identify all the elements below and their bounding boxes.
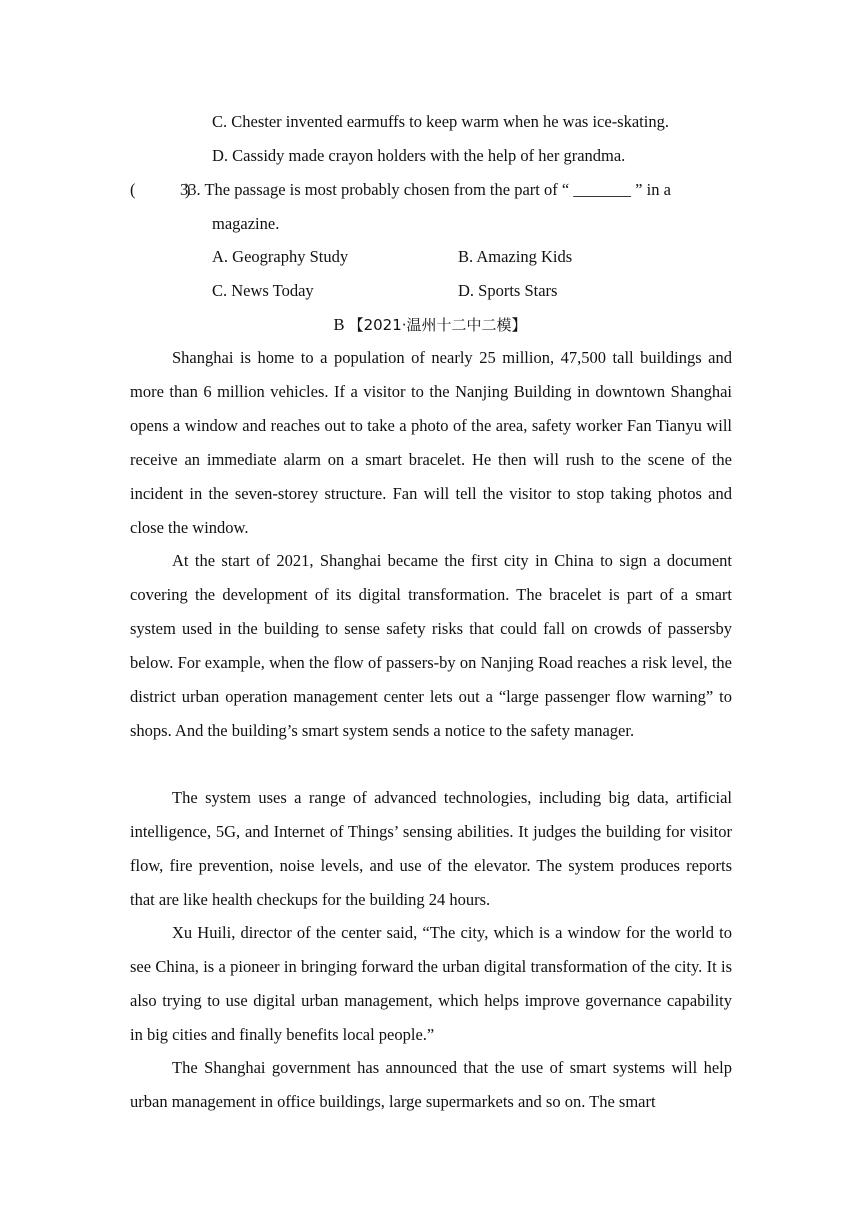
section-letter: B [333,315,345,334]
section-b-heading [0,315,860,335]
section-source: 【2021·温州十二中二模】 [348,316,527,334]
q33-option-d[interactable]: D. Sports Stars [458,281,558,300]
q32-option-d[interactable]: D. Cassidy made crayon holders with the help of her grandma. [212,146,626,165]
q32-option-c[interactable]: C. Chester invented earmuffs to keep warm when he was ice-skating. [212,112,669,131]
q33-stem-line2: magazine. [212,214,280,233]
q33-option-a[interactable]: A. Geography Study [212,247,349,266]
q33-answer-blank[interactable]: ( ) [130,180,191,199]
q33-stem-line1: 33. The passage is most probably chosen from the part of “ _______ ” in a [180,180,671,199]
q33-option-c[interactable]: C. News Today [212,281,314,300]
passage-paragraph-2: At the start of 2021, Shanghai became the first city in China to sign a document covering the development of its digital transformation. The bracelet is part of a smart system used in the building to sense safety risks that could fall on crowds of passersby below. For example, when the flow of passers-by on Nanjing Road reaches a risk level, the district urban operation management center lets out a “large passenger flow warning” to shops. And the building’s smart system sends a notice to the safety manager. [130,551,732,740]
passage-paragraph-1: Shanghai is home to a population of nearly 25 million, 47,500 tall buildings and more than 6 million vehicles. If a visitor to the Nanjing Building in downtown Shanghai opens a window and reaches out to take a photo of the area, safety worker Fan Tianyu will receive an immediate alarm on a smart bracelet. He then will rush to the scene of the incident in the seven-storey structure. Fan will tell the visitor to stop taking photos and close the window. [130,348,732,537]
passage-paragraph-4: Xu Huili, director of the center said, “The city, which is a window for the world to see China, is a pioneer in bringing forward the urban digital transformation of the city. It is also trying to use digital urban management, which helps improve governance capability in big cities and finally benefits local people.” [130,923,732,1044]
q33-option-b[interactable]: B. Amazing Kids [458,247,573,266]
passage-paragraph-3: The system uses a range of advanced technologies, including big data, artificial intelligence, 5G, and Internet of Things’ sensing abilities. It judges the building for visitor flow, fire prevention, noise levels, and use of the elevator. The system produces reports that are like health checkups for the building 24 hours. [130,788,732,909]
passage-paragraph-5: The Shanghai government has announced that the use of smart systems will help urban management in office buildings, large supermarkets and so on. The smart [130,1058,732,1111]
